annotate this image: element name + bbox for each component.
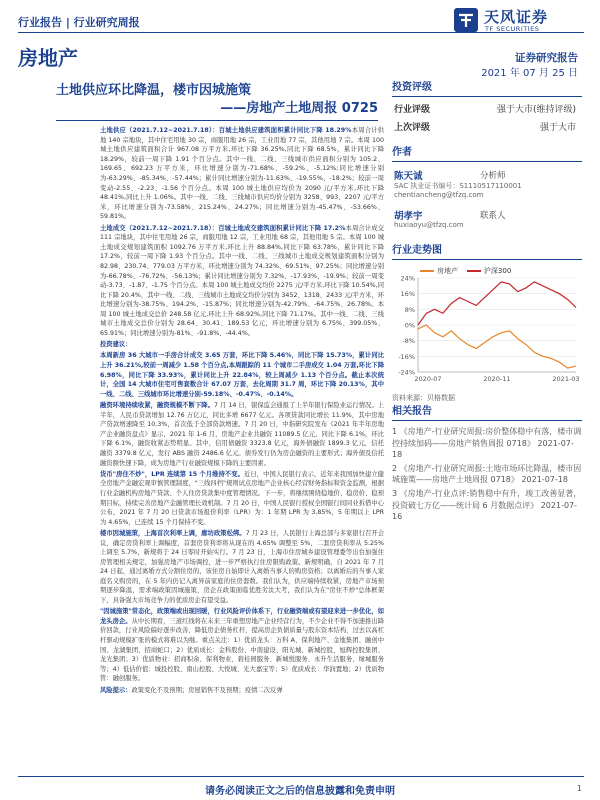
body-paragraph — [100, 529, 384, 606]
brand-logo — [454, 6, 584, 36]
paragraph-text: 近日，中国人民银行表示，近年来我国加快建立健全房地产金融宏观审慎管理制度，"三线四档"规则试点房地产企业核心经营财务指标和资金监测，根据行业金融机构房地产贷款、个人住房贷款集中度管理情况。下一步，将继续围绕稳地价、稳房价、稳预期目标，持续完善房地产金融管理长效机制。7 月 20 日，中国人民银行授权全国银行间同业拆借中心公布，2021 年 7 月 20 日贷款市场报价利率（LPR）为：1 年期 LPR 为 3.85%，5 年期以上 LPR 为 4.65%，已连续 15 个月保持不变。 — [100, 470, 384, 526]
logo-text-en: TF SECURITIES — [485, 25, 540, 33]
y-tick-label: 16% — [400, 290, 415, 299]
page-number: 1 — [576, 784, 582, 793]
body-paragraph — [100, 686, 384, 696]
page-footer — [0, 776, 600, 800]
trend-chart-svg — [392, 262, 582, 390]
y-tick-label: 8% — [404, 305, 415, 314]
paragraph-lead: "因城施策"常态化，政策端或出现回暖，行业风险评价体系下，行业融资端或有望迎来进一步优化，如龙头房企。 — [100, 608, 384, 625]
paragraph-lead: 本周新房 36 大城市一手房合计成交 3.65 万套，环比下降 5.46%，同比下降 15.73%，累计同比上升 36.21%,较前一周减少 1.58 个百分点,本周跟踪的 11 个城市二手房成交 1.04 万套,环比下降 6.98%，同比下降 33.93%，累计同比上升 22.84%，较上周减少 1.13 个百分点。截止本次统计，全国 14 大城市住宅可售套数合计 67.07 万套，去化周期 31.7 周，环比下降 20.13%，其中一线、二线、三线城市环比增速分别-59.18%、-0.47%、-0.14%。 — [100, 352, 384, 398]
analyst-title: 作者 — [392, 143, 582, 162]
trend-title: 行业走势图 — [392, 241, 582, 260]
y-tick-label: 0% — [404, 321, 415, 330]
paragraph-text: 本周合计成交 111 宗地块，其中住宅用地 26 宗，商服用地 12 宗，工业用地 68 宗，其他用地 5 宗。本周 100 城土地成交规划建筑面积 1092.76 万平方米,环比上升 88.84%,同比下降 63.78%，累计同比下降 17.2%，较前一周下降 1.93 个百分点。其中一线、二线、三线城市土地成交规划建筑面积分别为 82.98、230.74、779.03 万平方米，环比增速分别为 74.32%、69.51%、97.25%；同比增速分别为-66.78%、-76.72%、-56.13%；累计同比增速分别为 7.32%、-17.93%、-19.9%；较前一周变动-3.73、-1.87、-1.75 个百分点。本周 100 城土地成交均价 2275 元/平方米,环比下降 10.54%,同比下降 20.4%，其中一线、二线、三线城市土地成交均价分别为 3452、1318、2433 元/平方米，环比增速分别为-38.75%、194.2%、-15.87%；同比增速分别为-42.79%、-64.75%、26.78%。本周 100 城土地成交总价 248.58 亿元,环比上升 68.92%,同比下降 71.17%。其中一线、二线、三线城市土地成交总价分别为 28.64、30.41、189.53 亿元，环比增速分别为 6.75%、399.05%、65.91%；同比增速分别为-81%、-91.8%、-44.4%。 — [100, 224, 385, 338]
paragraph-text: 政策变化不及预期；房屋销售不及预期；疫情二次反弹 — [131, 686, 283, 694]
paragraph-lead: 投资建议： — [100, 341, 132, 349]
x-tick-label: 2020-07 — [414, 375, 442, 383]
trend-chart — [392, 262, 582, 390]
analyst-name: 陈天诚 — [394, 171, 423, 182]
sidebar — [392, 78, 582, 242]
body-paragraph — [100, 401, 384, 468]
x-tick-label: 2021-03 — [552, 375, 580, 383]
tf-logo-icon — [454, 8, 478, 32]
analyst-card — [392, 208, 582, 242]
paragraph-lead: 楼市因城施策，上海首次利率上调，廊坊政策松绑。 — [100, 529, 246, 537]
headline-sub: ——房地产土地周报 0725 — [220, 101, 378, 116]
rating-value: 强于大市(维持评级) — [496, 105, 576, 115]
analyst-role: 联系人 — [480, 211, 506, 221]
analyst-role: 分析师 — [480, 171, 506, 181]
related-title: 相关报告 — [392, 402, 582, 421]
paragraph-text: 7 月 14 日，银保监会通报了上半年银行保险业运行情况。上半年，人民币贷款增加 12.76 万亿元，同比多增 6677 亿元。各项贷款同比增长 11.9%，其中房地产贷款增速降至 10.3%，首次低于全部贷款增速。7 月 20 日，中指研究院发布《2021 年半年房地产企业融资盘点》显示，2021 年 1-6 月，房地产企业共融资 11089.5 亿元，同比下降 6.1%，环比下降 6.1%，融资收紧态势明显。其中，信用债融资 3323.8 亿元，海外债融资 1899.3 亿元，信托融资 3379.8 亿元，发行 ABS 融资 2486.6 亿元。债券发行仍为房企融资的主要形式；海外债及信托融资额快速下降，成为房地产行业融资规模下降的主要因素。 — [100, 402, 385, 467]
series-line-0 — [418, 325, 576, 368]
body-paragraph — [100, 126, 384, 222]
analysts-section — [392, 143, 582, 242]
analyst-cert: SAC 执业证书编号：S1110517110001 — [394, 182, 522, 190]
disclaimer: 请务必阅读正文之后的信息披露和免责申明 — [205, 786, 395, 797]
headline-main: 土地供应环比降温，楼市因城施策 — [56, 83, 252, 98]
rating-title: 投资评级 — [392, 78, 582, 97]
paragraph-lead: 土地供应（2021.7.12~2021.7.18）：百城土地供应建筑面积累计同比下降 18.29% — [100, 127, 352, 134]
body-paragraph — [100, 607, 384, 684]
paragraph-lead: 风险提示： — [100, 686, 132, 694]
rating-key: 行业评级 — [394, 105, 431, 115]
rating-row — [392, 99, 582, 115]
related-item[interactable]: 1 《房地产-行业研究周报:房价整体稳中有落，楼市调控持续加码——房地产销售周报 0718》 2021-07-18 — [392, 427, 582, 460]
related-item[interactable]: 2 《房地产-行业研究周报:土地市场环比降温，楼市因城施策——房地产土地周报 0718》 2021-07-18 — [392, 463, 582, 485]
paragraph-lead: 融资环境持续收紧，融资规模不断下降。 — [100, 402, 214, 409]
sector-title: 房地产 — [18, 46, 78, 70]
headline-rule — [56, 120, 378, 121]
analyst-card — [392, 168, 582, 202]
series-line-1 — [418, 282, 576, 325]
paragraph-text: 从中长期看，三道红线将在未来三年重塑房地产企业经营行为，不少企业不得不加速推出降价回款，行业风险偏好逐步改善，降低房企债务杠杆，提高房企负债质量与股东资本结构，过去以高杠杆驱动规模扩张的模式将难以为继。重点关注：1）优质龙头：万科 A、保利地产、金地集团、融创中国、龙湖集团、招商蛇口；2）优质成长：金科股份、中南建设、阳光城、新城控股、旭辉控股集团、龙光集团；3）优质物业：招商积余、保利物业、碧桂园服务、新城悦服务、永升生活服务、绿城服务等；4）低估价值：城投控股、南山控股、大悦城、光大嘉宝等；5）优质成长：华润置地；2）优质物管：融创服务。 — [100, 617, 385, 683]
y-tick-label: 24% — [400, 274, 415, 283]
report-header — [18, 10, 584, 34]
related-list — [392, 426, 582, 523]
paragraph-lead: 土地成交（2021.7.12~2021.7.18）：百城土地成交建筑面积累计同比下降 17.2% — [100, 224, 346, 232]
body-paragraph — [100, 470, 384, 528]
body-paragraph — [100, 340, 384, 350]
breadcrumb: 行业报告 | 行业研究周报 — [18, 16, 140, 29]
related-reports — [392, 402, 582, 525]
rating-key: 上次评级 — [394, 123, 431, 133]
trend-section — [392, 241, 582, 403]
chart-source: 资料来源：贝格数据 — [392, 394, 455, 402]
legend-label: 房地产 — [437, 267, 458, 275]
legend-swatch-realestate — [420, 270, 434, 272]
paragraph-text: 本周合计供地 140 宗地块，其中住宅用地 30 宗，商服用地 26 宗，工业用地 77 宗，其他用地 7 宗。本周 100 城土地供应建筑面积合计 967.08 万平方米,环比下降 36.25%,同比下降 68.5%，累计同比下降 18.29%，较前一周下降 1.91 个百分点。其中一线、二线、三线城市供应面积分别为 105.2、169.65、692.23 万平方米，环比增速分别为-71.68%、-59.2%、-5.12%;同比增速分别为-63.29%、-85.34%、-57.44%；累计同比增速分别为-11.63%、-19.55%、-18.2%；较前一周变动-2.55、-2.23、-1.56 个百分点。本周 100 城土地供应均价为 2090 元/平方米,环比下降 48.41%,同比上升 1.06%。其中一线、二线、三线城市供应均价分别为 3258、993、2207 元/平方米，环比增速分别为-73.58%、215.24%、24.27%；同比增速分别为-45.47%、-53.66%、59.81%。 — [100, 127, 385, 221]
rating-value: 强于大市 — [539, 123, 576, 133]
logo-text-cn: 天风证券 — [484, 8, 549, 26]
legend-label: 沪深300 — [483, 267, 512, 275]
analyst-name: 胡孝宇 — [394, 211, 423, 222]
headline — [56, 82, 378, 121]
rating-row — [392, 117, 582, 133]
paragraph-text: 7 月 23 日，人民银行上海总部与多家银行召开会议，确定房贷利率上调幅度，首套房贷利率将从现在的 4.65% 调整至 5%，二套房贷利率从 5.25% 上调至 5.7%，新规将于 24 日零时开始实行。7 月 23 日，上海市住房城乡建设管理委等出台加强住房管理相关规定，加强房地产市场调控，进一步严格执行住房限购政策。新规明确，自 2021 年 7 月 24 日起，通过离婚方式分割住房的，该住房自始即计入离婚当事人的购房资格；以离婚后的当事人家庭名义购房的，在 5 年内仍记入离异前家庭的住房套数。我们认为，供应端持续收紧，房地产市场预期逐步降温，需求端政策因城施策，房企在政策面临优胜劣汰大考，我们认为在"房住不炒"总体框架下，具备强大市场竞争力的优质房企有望受益。 — [100, 529, 385, 605]
body-paragraph — [100, 224, 384, 339]
x-tick-label: 2020-11 — [483, 375, 511, 383]
report-date: 2021 年 07 月 25 日 — [481, 68, 578, 79]
y-tick-label: -24% — [398, 368, 415, 377]
related-item[interactable]: 3 《房地产-行业点评:销售稳中有升，竣工改善显著，投资破七万亿——统计局 6 月数据点评》 2021-07-16 — [392, 488, 582, 522]
analyst-email[interactable]: huxiaoyu@tfzq.com — [394, 221, 464, 229]
analyst-email[interactable]: chentiancheng@tfzq.com — [394, 191, 484, 199]
report-body — [100, 126, 384, 697]
footer-rule — [18, 776, 584, 777]
chart-legend — [420, 266, 511, 276]
y-tick-label: -8% — [402, 337, 415, 346]
paragraph-lead: 货币"房住不炒"，LPR 连续第 15 个月维持不变。 — [100, 470, 244, 478]
legend-swatch-hs300 — [467, 270, 481, 272]
body-paragraph — [100, 351, 384, 399]
y-tick-label: -16% — [398, 352, 415, 361]
report-type: 证券研究报告 — [515, 52, 578, 64]
